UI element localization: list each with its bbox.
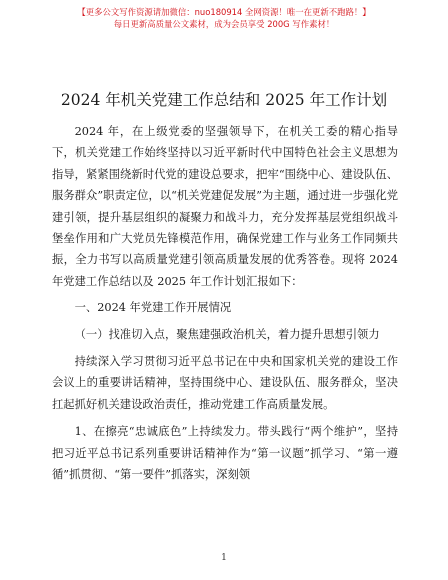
promo-banner (0, 6, 448, 30)
document-body (52, 121, 398, 486)
document-title: 2024 年机关党建工作总结和 2025 年工作计划 (60, 91, 388, 109)
promo-banner-line-2: 每日更新高质量公文素材，成为会员享受 200G 写作素材！ (113, 19, 335, 29)
subsection-heading-1: （一）找准切入点，聚焦建强政治机关，着力提升思想引领力 (74, 327, 380, 341)
body-paragraph-1: 持续深入学习贯彻习近平总书记在中央和国家机关党的建设工作会议上的重要讲话精神，坚持围绕中心、建设队伍、服务群众，坚决扛起抓好机关建设政治责任，推动党建工作高质量发展。 (52, 355, 398, 411)
intro-paragraph: 2024 年，在上级党委的坚强领导下，在机关工委的精心指导下，机关党建工作始终坚持以习近平新时代中国特色社会主义思想为指导，紧紧围绕新时代党的建设总要求，把牢“围绕中心、建设队伍、服务群众”职责定位，以“机关党建促发展”为主题，通过进一步强化党建引领，提升基层组织的凝聚力和战斗力，充分发挥基层党组织战斗堡垒作用和广大党员先锋模范作用，确保党建工作与业务工作同频共振，全力书写以高质量党建引领高质量发展的优秀答卷。现将 2024 年党建工作总结以及 2025 年工作计划汇报如下： (52, 125, 398, 288)
section-heading-1: 一、2024 年党建工作开展情况 (74, 301, 232, 315)
body-paragraph-2: 1、在擦亮“忠诚底色”上持续发力。带头践行“两个维护”，坚持把习近平总书记系列重要讲话精神作为“第一议题”抓学习、“第一遵循”抓贯彻、“第一要件”抓落实，深刻领 (52, 425, 398, 482)
page-number: 1 (221, 553, 227, 563)
promo-banner-line-1: 【更多公文写作资源请加微信：nuo180914 全网资源！唯一在更新不跑路！】 (77, 7, 371, 17)
